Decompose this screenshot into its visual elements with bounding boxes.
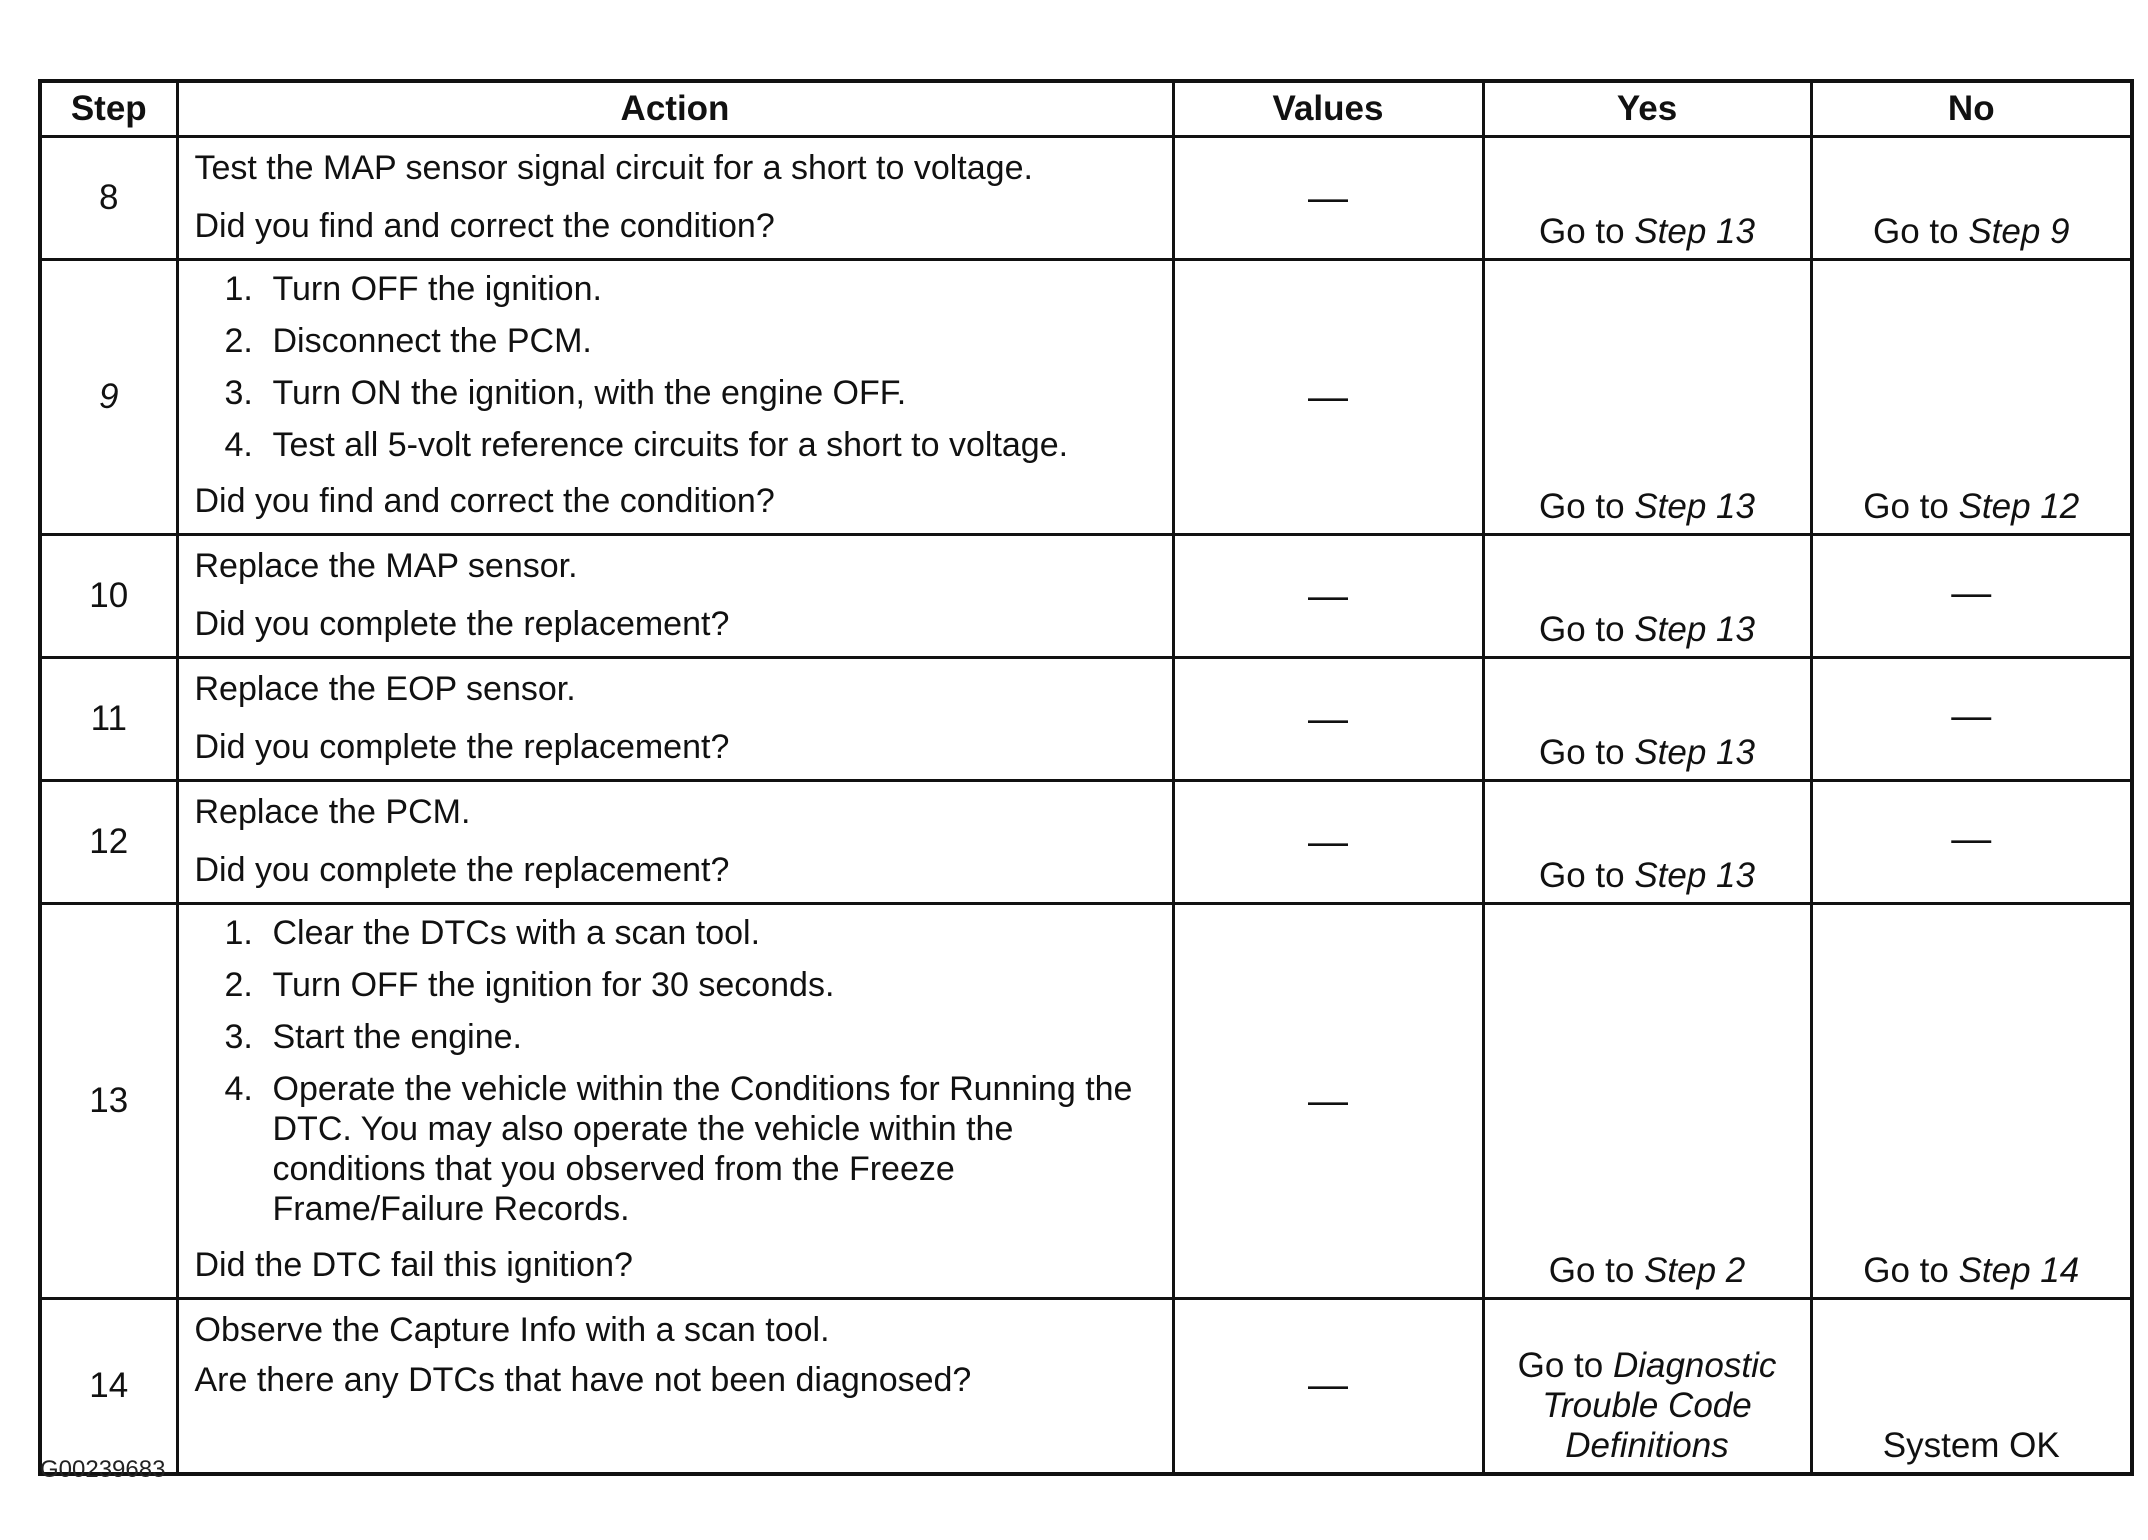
table-row bbox=[40, 904, 2132, 1299]
yes-cell bbox=[1483, 1299, 1811, 1474]
yes-goto-prefix: Go to bbox=[1539, 487, 1635, 526]
action-cell bbox=[177, 260, 1173, 535]
substep-text: Turn OFF the ignition for 30 seconds. bbox=[272, 966, 835, 1004]
table-row bbox=[40, 260, 2132, 535]
values-cell: — bbox=[1173, 1299, 1483, 1474]
table-row bbox=[40, 535, 2132, 658]
substep-text: Operate the vehicle within the Conditions for Running the DTC. You may also operate the vehicle within the conditions that you observed from the Freeze Frame/Failure Records. bbox=[272, 1070, 1133, 1228]
header-no: No bbox=[1811, 81, 2132, 137]
substep-item bbox=[195, 1069, 1158, 1229]
step-number: 11 bbox=[40, 658, 177, 781]
yes-cell bbox=[1483, 658, 1811, 781]
yes-cell bbox=[1483, 137, 1811, 260]
values-cell: — bbox=[1173, 781, 1483, 904]
table-row bbox=[40, 1299, 2132, 1474]
action-cell bbox=[177, 781, 1173, 904]
yes-goto-link[interactable]: Diagnostic Trouble Code Definitions bbox=[1542, 1345, 1777, 1465]
substep-number: 3. bbox=[224, 374, 253, 412]
substep-item bbox=[195, 965, 1158, 1005]
yes-goto-link[interactable]: Step 2 bbox=[1644, 1251, 1746, 1290]
yes-goto-prefix: Go to bbox=[1539, 212, 1635, 251]
substep-text: Clear the DTCs with a scan tool. bbox=[272, 914, 761, 952]
substep-item bbox=[195, 373, 1158, 413]
no-cell: — bbox=[1811, 781, 2132, 904]
yes-cell bbox=[1483, 904, 1811, 1299]
no-goto-prefix: Go to bbox=[1863, 1251, 1959, 1290]
action-question: Did you find and correct the condition? bbox=[194, 482, 775, 520]
action-question: Did you complete the replacement? bbox=[194, 728, 730, 766]
no-cell: — bbox=[1811, 535, 2132, 658]
action-question: Did you complete the replacement? bbox=[194, 851, 730, 889]
action-cell bbox=[177, 1299, 1173, 1474]
values-cell: — bbox=[1173, 137, 1483, 260]
step-number: 10 bbox=[40, 535, 177, 658]
action-question: Did you find and correct the condition? bbox=[194, 207, 775, 245]
yes-goto-prefix: Go to bbox=[1517, 1345, 1613, 1385]
figure-code: G00239683 bbox=[40, 1456, 166, 1483]
substep-number: 4. bbox=[224, 426, 253, 464]
yes-cell bbox=[1483, 535, 1811, 658]
values-cell: — bbox=[1173, 535, 1483, 658]
action-text: Test the MAP sensor signal circuit for a short to voltage. bbox=[194, 149, 1033, 187]
substep-item bbox=[195, 425, 1158, 465]
substep-number: 1. bbox=[224, 914, 253, 952]
action-cell bbox=[177, 535, 1173, 658]
action-cell bbox=[177, 904, 1173, 1299]
step-number: 13 bbox=[40, 904, 177, 1299]
substep-text: Turn ON the ignition, with the engine OFF. bbox=[272, 374, 907, 412]
step-number: 8 bbox=[40, 137, 177, 260]
diagnostic-table-container bbox=[38, 79, 2130, 1476]
substep-number: 3. bbox=[224, 1018, 253, 1056]
yes-goto-prefix: Go to bbox=[1539, 733, 1635, 772]
values-cell: — bbox=[1173, 658, 1483, 781]
header-row bbox=[40, 81, 2132, 137]
yes-goto-prefix: Go to bbox=[1548, 1251, 1645, 1290]
substep-list bbox=[195, 913, 1158, 1229]
values-cell: — bbox=[1173, 904, 1483, 1299]
substep-item bbox=[195, 321, 1158, 361]
action-question: Are there any DTCs that have not been diagnosed? bbox=[194, 1361, 972, 1399]
substep-number: 2. bbox=[224, 322, 253, 360]
no-goto-link[interactable]: Step 12 bbox=[1958, 487, 2080, 526]
no-cell bbox=[1811, 137, 2132, 260]
no-cell: — bbox=[1811, 658, 2132, 781]
action-question: Did the DTC fail this ignition? bbox=[194, 1246, 633, 1284]
step-number: 9 bbox=[40, 260, 177, 535]
substep-item bbox=[195, 913, 1158, 953]
yes-goto-link[interactable]: Step 13 bbox=[1634, 212, 1755, 251]
yes-goto-prefix: Go to bbox=[1539, 856, 1635, 895]
yes-goto-link[interactable]: Step 13 bbox=[1634, 733, 1755, 772]
substep-number: 1. bbox=[224, 270, 253, 308]
table-row bbox=[40, 137, 2132, 260]
substep-text: Turn OFF the ignition. bbox=[272, 270, 602, 308]
step-number: 14 bbox=[40, 1299, 177, 1474]
substep-number: 4. bbox=[224, 1070, 253, 1108]
action-cell bbox=[177, 137, 1173, 260]
no-cell: System OK bbox=[1811, 1299, 2132, 1474]
step-number: 12 bbox=[40, 781, 177, 904]
substep-text: Disconnect the PCM. bbox=[272, 322, 592, 360]
action-text: Replace the MAP sensor. bbox=[194, 547, 578, 585]
values-cell: — bbox=[1173, 260, 1483, 535]
action-question: Did you complete the replacement? bbox=[194, 605, 730, 643]
substep-number: 2. bbox=[224, 966, 253, 1004]
yes-goto-link[interactable]: Step 13 bbox=[1634, 610, 1755, 649]
action-cell bbox=[177, 658, 1173, 781]
no-goto-link[interactable]: Step 9 bbox=[1968, 212, 2070, 251]
header-action: Action bbox=[177, 81, 1173, 137]
yes-cell bbox=[1483, 781, 1811, 904]
substep-item bbox=[195, 1017, 1158, 1057]
substep-item bbox=[195, 269, 1158, 309]
no-goto-link[interactable]: Step 14 bbox=[1958, 1251, 2080, 1290]
yes-goto-link[interactable]: Step 13 bbox=[1634, 856, 1755, 895]
yes-goto-link[interactable]: Step 13 bbox=[1634, 487, 1755, 526]
header-values: Values bbox=[1173, 81, 1483, 137]
table-row bbox=[40, 781, 2132, 904]
substep-text: Test all 5-volt reference circuits for a short to voltage. bbox=[272, 426, 1069, 464]
no-cell bbox=[1811, 260, 2132, 535]
no-goto-prefix: Go to bbox=[1872, 212, 1969, 251]
action-text: Observe the Capture Info with a scan tool. bbox=[194, 1311, 830, 1349]
no-cell bbox=[1811, 904, 2132, 1299]
header-yes: Yes bbox=[1483, 81, 1811, 137]
action-text: Replace the EOP sensor. bbox=[194, 670, 576, 708]
yes-goto-prefix: Go to bbox=[1539, 610, 1635, 649]
action-text: Replace the PCM. bbox=[194, 793, 471, 831]
substep-list bbox=[195, 269, 1158, 465]
header-step: Step bbox=[40, 81, 177, 137]
substep-text: Start the engine. bbox=[272, 1018, 523, 1056]
diagnostic-table bbox=[38, 79, 2134, 1476]
yes-cell bbox=[1483, 260, 1811, 535]
table-row bbox=[40, 658, 2132, 781]
no-goto-prefix: Go to bbox=[1863, 487, 1959, 526]
